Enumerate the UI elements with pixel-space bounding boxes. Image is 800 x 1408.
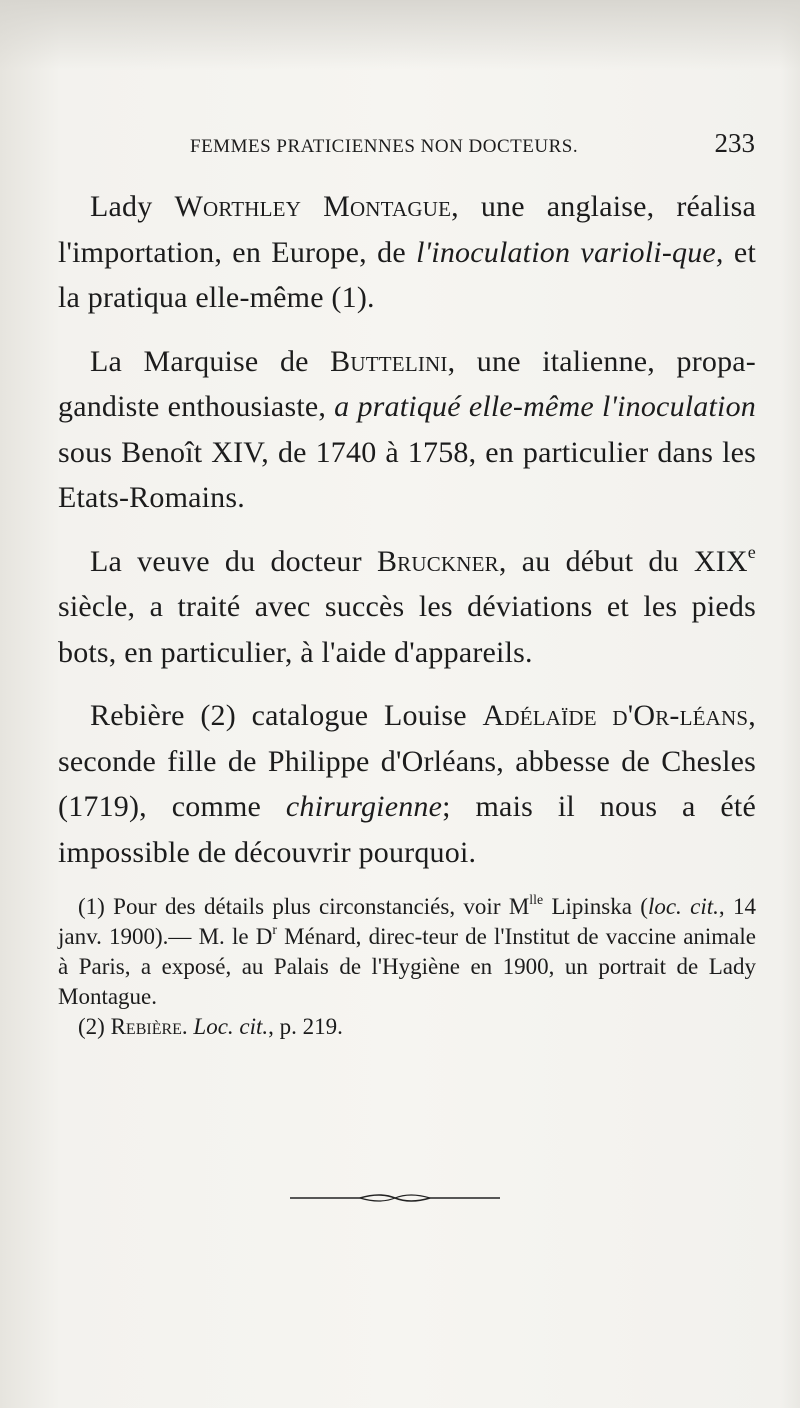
page-top-shade (0, 0, 800, 70)
text-run: ; mais il nous a été impossible de découvrir pourquoi. (58, 790, 756, 869)
text-run: , 14 janv. 1900).— M. le D (58, 894, 757, 949)
person-name: Bruckner (376, 544, 499, 578)
text-run: , au début du XIX (498, 544, 748, 578)
text-run: . (181, 1014, 194, 1039)
italic-phrase: chirurgienne (285, 790, 443, 823)
person-name: Adélaïde d'Or-léans (482, 699, 749, 732)
text-run: Rebière (2) catalogue Louise (90, 699, 483, 732)
text-run: siècle, a traité avec succès les déviations et les pieds bots, en particulier, à l'aide d'appareils. (58, 590, 756, 669)
footnote-2 (58, 1012, 756, 1042)
text-run: Lipinska ( (543, 894, 648, 919)
superscript: lle (529, 891, 544, 907)
body-text (58, 184, 756, 893)
paragraph-rebiere (58, 693, 756, 875)
italic-phrase: loc. cit. (647, 894, 719, 919)
page-number: 233 (714, 128, 755, 158)
person-name: Rebière (110, 1014, 182, 1039)
text-run: , une anglaise, réalisa l'importation, en Europe, de (58, 190, 757, 269)
italic-phrase: l'inoculation varioli-que, (416, 235, 724, 269)
page-header (190, 128, 755, 162)
text-run: (1) Pour des détails plus circonstanciés, voir M (78, 894, 530, 919)
text-run: sous Benoît XIV, de 1740 à 1758, en particulier dans les Etats-Romains. (58, 435, 756, 514)
italic-phrase: Loc. cit. (193, 1014, 269, 1039)
running-head: FEMMES PRATICIENNES NON DOCTEURS. (190, 136, 579, 157)
text-run: Ménard, direc-teur de l'Institut de vaccine animale à Paris, a exposé, au Palais de l'Hygiène en 1900, un portrait de Lady Montague. (58, 924, 756, 1009)
paragraph-buttelini (58, 339, 756, 521)
ornament-divider-icon (290, 1186, 500, 1210)
paragraph-montague (58, 184, 756, 321)
text-run: et la pratiqua elle-même (1). (58, 235, 756, 314)
text-run: , une italienne, propa-gandiste enthousiaste, (58, 344, 756, 423)
superscript: e (747, 541, 756, 562)
text-run: La Marquise de (90, 344, 331, 378)
italic-phrase: a pratiqué elle-même l'inoculation (334, 390, 756, 423)
text-run: Lady (90, 190, 175, 223)
text-run: , seconde fille de Philippe d'Orléans, abbesse de Chesles (1719), comme (58, 699, 756, 823)
paragraph-bruckner (58, 539, 756, 676)
text-run: , p. 219. (268, 1014, 343, 1039)
footnote-1 (58, 892, 756, 1012)
footnotes (58, 892, 756, 1042)
superscript: r (272, 921, 277, 937)
person-name: Buttelini (330, 344, 448, 378)
text-run: La veuve du docteur (90, 544, 377, 578)
person-name: Worthley Montague (174, 190, 452, 223)
text-run: (2) (78, 1014, 111, 1039)
